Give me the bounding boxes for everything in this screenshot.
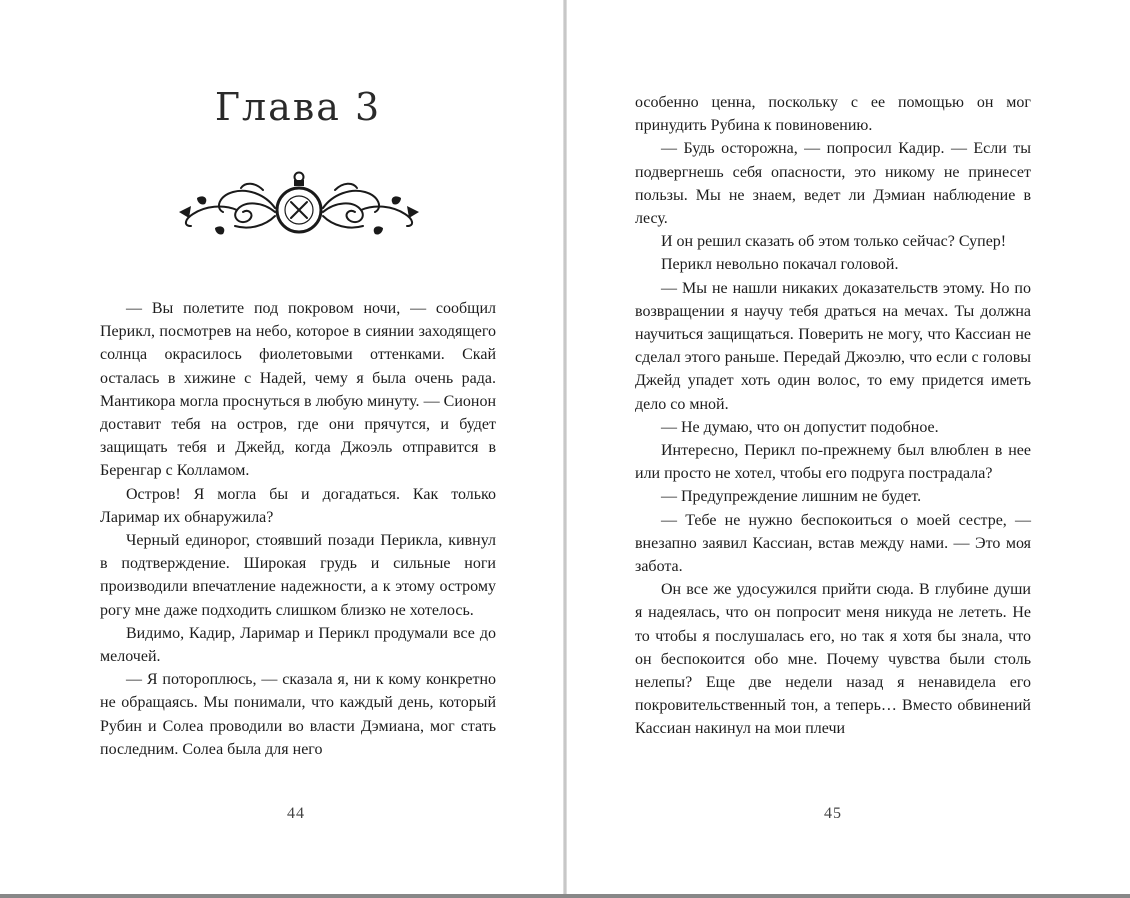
left-page — [0, 0, 563, 894]
paragraph: — Будь осторожна, — попросил Кадир. — Если ты подвергнешь себя опасности, это никому не принесет пользы. Мы не знаем, ведет ли Дэмиан наблюдение в лесу. — [635, 140, 1031, 228]
paragraph: Видимо, Кадир, Ларимар и Перикл продумали все до мелочей. — [100, 624, 496, 666]
left-page-text — [100, 297, 496, 761]
paragraph: — Мы не нашли никаких доказательств этому. Но по возвращении я научу тебя драться на мечах. Ты должна научиться защищаться. Поверить не могу, что Кассиан не сделал этого раньше. Передай Джоэлю, что если с головы Джейд упадет хоть один волос, то ему придется иметь дело со мной. — [635, 279, 1031, 413]
paragraph: — Я потороплюсь, — сказала я, ни к кому конкретно не обращаясь. Мы понимали, что каждый день, который Рубин и Солеа проводили во власти Дэмиана, мог стать последним. Солеа была для него — [100, 671, 496, 758]
right-page-text — [635, 91, 1031, 741]
paragraph: И он решил сказать об этом только сейчас? Супер! — [661, 233, 1007, 251]
page-number: 45 — [824, 805, 842, 822]
pocket-watch-flourish-icon — [175, 168, 423, 240]
paragraph: — Тебе не нужно беспокоиться о моей сестре, — внезапно заявил Кассиан, встав между нами. — Это моя забота. — [635, 511, 1031, 576]
paragraph: Перикл невольно покачал головой. — [661, 256, 899, 274]
paragraph: особенно ценна, поскольку с ее помощью он мог принудить Рубина к повиновению. — [635, 94, 1031, 135]
paragraph: Черный единорог, стоявший позади Перикла, кивнул в подтверждение. Широкая грудь и сильные ноги производили впечатление надежности, а к этому острому рогу мне даже подходить слишком близко не хотелось. — [100, 532, 496, 619]
page-bottom-edge — [0, 894, 1130, 898]
paragraph: Интересно, Перикл по-прежнему был влюблен в нее или просто не хотел, чтобы его подруга пострадала? — [635, 442, 1031, 483]
page-number: 44 — [287, 805, 305, 822]
paragraph: — Не думаю, что он допустит подобное. — [661, 418, 939, 436]
paragraph: — Вы полетите под покровом ночи, — сообщил Перикл, посмотрев на небо, которое в сиянии заходящего солнца окрасилось фиолетовыми оттенками. Скай осталась в хижине с Надей, чему я была очень рада. Мантикора могла проснуться в любую минуту. — Сионон доставит тебя на остров, где они прячутся, и будет защищать тебя и Джейд, когда Джоэль отправится в Беренгар с Колламом. — [100, 300, 496, 480]
paragraph: Остров! Я могла бы и догадаться. Как только Ларимар их обнаружила? — [100, 485, 496, 526]
paragraph: Он все же удосужился прийти сюда. В глубине души я надеялась, что он попросит меня никуда не лететь. Не то чтобы я послушалась его, но так я хотя бы знала, что он беспокоится обо мне. Почему чувства были столь нелепы? Еще две недели назад я ненавидела его покровительственный тон, а теперь… Вместо обвинений Кассиан накинул на мои плечи — [635, 581, 1031, 738]
paragraph: — Предупреждение лишним не будет. — [661, 488, 922, 506]
right-page — [567, 0, 1130, 894]
chapter-title: Глава 3 — [214, 85, 382, 129]
